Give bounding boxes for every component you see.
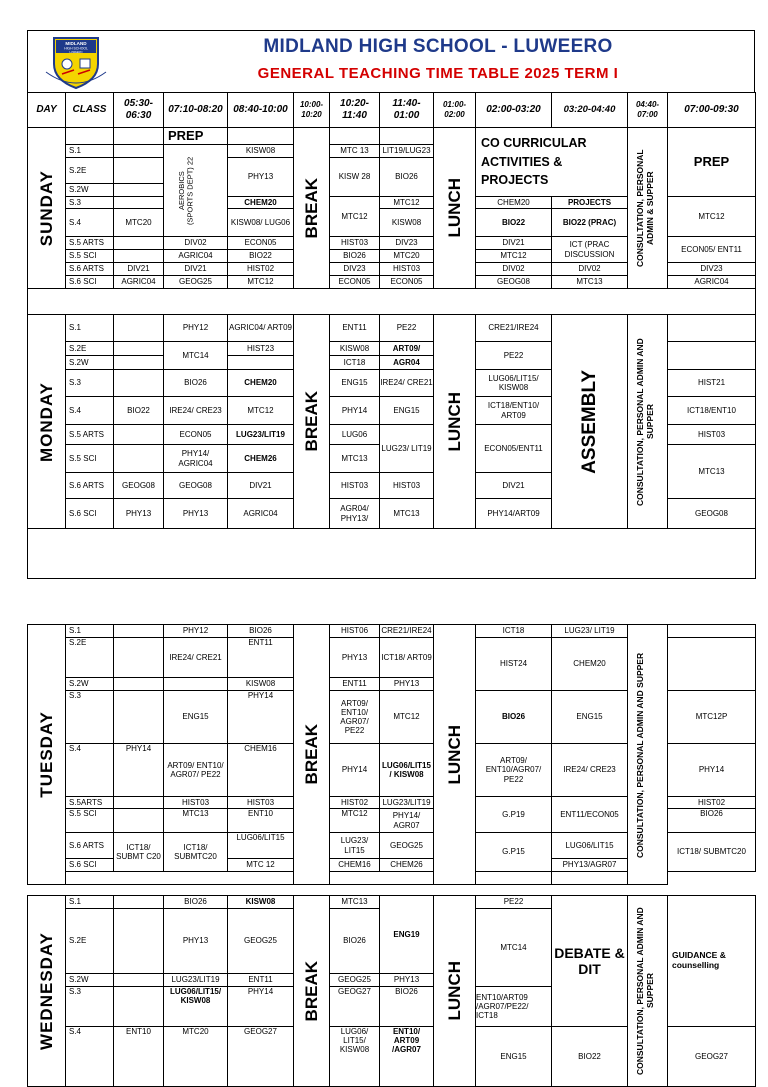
assembly-label: ASSEMBLY — [552, 315, 628, 529]
row-mon-s2e: S.2E MTC14 HIST23 KISW08 ART09/ PE22 — [28, 342, 756, 356]
timetable-subtitle: GENERAL TEACHING TIME TABLE 2025 TERM I — [257, 65, 619, 82]
timetable-wednesday — [27, 895, 756, 1087]
timetable-top — [27, 92, 756, 579]
col-period-3: 08:40-10:00 — [228, 93, 294, 128]
break-wednesday: BREAK — [294, 896, 330, 1087]
col-period-6: 02:00-03:20 — [476, 93, 552, 128]
row-sun-s1: S.1 AEROBICS (SPORTS DEPT) 22 KISW08 MTC 13 LIT19/LUG23 — [28, 145, 756, 158]
row-tue-s2e: S.2E IRE24/ CRE21 ENT11 PHY13 ICT18/ ART09 HIST24 CHEM20 — [28, 638, 756, 678]
row-sun-s2w: S.2W — [28, 184, 756, 197]
day-monday: MONDAY — [28, 315, 66, 529]
row-mon-s1: MONDAY S.1 PHY12 AGRIC04/ ART09 BREAK ENT11 PE22 LUNCH CRE21/IRE24 ASSEMBLY CONSULTATION, PERSONAL ADMIN AND SUPPER — [28, 315, 756, 342]
guidance-label: GUIDANCE & counselling — [668, 896, 756, 1027]
column-header-row — [28, 93, 756, 128]
row-tue-s5arts: S.5ARTS HIST03 HIST03 HIST02 LUG23/LIT19 G.P19 ENT11/ECON05 HIST02 — [28, 797, 756, 809]
row-mon-s4: S.4 BIO22 IRE24/ CRE23 MTC12 PHY14 ENG15 ICT18/ENT10/ ART09 ICT18/ENT10 — [28, 397, 756, 425]
col-supper: 04:40-07:00 — [628, 93, 668, 128]
lunch-sunday: LUNCH — [434, 128, 476, 289]
debate-label: DEBATE & DIT — [552, 896, 628, 1027]
row-sun-s6sci: S.6 SCI AGRIC04 GEOG25 MTC12 ECON05 ECON05 GEOG08 MTC13 AGRIC04 — [28, 276, 756, 289]
row-mon-s3: S.3 BIO26 CHEM20 ENG15 IRE24/ CRE21 LUG06/LIT15/ KISW08 HIST21 — [28, 370, 756, 397]
col-period-5: 11:40-01:00 — [380, 93, 434, 128]
col-period-7: 03:20-04:40 — [552, 93, 628, 128]
row-wed-s3: S.3 LUG06/LIT15/ KISW08 PHY14 GEOG27 BIO26 ENT10/ART09 /AGR07/PE22/ ICT18 — [28, 987, 756, 1027]
timetable-bottom — [27, 624, 756, 885]
day-tuesday: TUESDAY — [28, 625, 66, 885]
col-day: DAY — [28, 93, 66, 128]
col-lunch: 01:00-02:00 — [434, 93, 476, 128]
row-sun-s3: S.3 CHEM20 MTC12 MTC12 CHEM20 PROJECTS MTC12 — [28, 197, 756, 209]
row-mon-s6arts: S.6 ARTS GEOG08 GEOG08 DIV21 HIST03 HIST03 DIV21 — [28, 473, 756, 499]
svg-text:LUWEERO: LUWEERO — [69, 51, 83, 54]
col-class: CLASS — [66, 93, 114, 128]
prep-label: PREP — [164, 128, 228, 145]
consult-wednesday: CONSULTATION, PERSONAL ADMIN AND SUPPER — [628, 896, 668, 1087]
row-tue-s2w: S.2W KISW08 ENT11 PHY13 — [28, 678, 756, 691]
row-sun-s2e: S.2E PHY13 KISW 28 BIO26 — [28, 158, 756, 184]
row-mon-s6sci: S.6 SCI PHY13 PHY13 AGRIC04 AGR04/ PHY13/ MTC13 PHY14/ART09 GEOG08 — [28, 499, 756, 529]
day-wednesday: WEDNESDAY — [28, 896, 66, 1087]
row-tue-s1: TUESDAY S.1 PHY12 BIO26 BREAK HIST06 CRE21/IRE24 LUNCH ICT18 LUG23/ LIT19 CONSULTATION, PERSONAL ADMIN AND SUPPER — [28, 625, 756, 638]
svg-text:HIGH SCHOOL: HIGH SCHOOL — [64, 46, 88, 51]
timetable-header — [27, 30, 755, 92]
col-period-4: 10:20-11:40 — [330, 93, 380, 128]
co-curricular-label: CO CURRICULAR ACTIVITIES & PROJECTS — [476, 128, 628, 197]
col-period-1: 05:30-06:30 — [114, 93, 164, 128]
consult-tuesday: CONSULTATION, PERSONAL ADMIN AND SUPPER — [628, 625, 668, 885]
aerobics-cell: AEROBICS (SPORTS DEPT) 22 — [164, 145, 228, 237]
break-monday: BREAK — [294, 315, 330, 529]
lunch-monday: LUNCH — [434, 315, 476, 529]
consult-monday: CONSULTATION, PERSONAL ADMIN AND SUPPER — [628, 315, 668, 529]
row-mon-s5sci: S.5 SCI PHY14/ AGRIC04 CHEM26 MTC13 MTC13 — [28, 445, 756, 473]
lunch-tuesday: LUNCH — [434, 625, 476, 885]
row-sun-s6arts: S.6 ARTS DIV21 DIV21 HIST02 DIV23 HIST03 DIV02 DIV02 DIV23 — [28, 263, 756, 276]
row-tue-s3: S.3 ENG15 PHY14 ART09/ ENT10/ AGR07/ PE22 MTC12 BIO26 ENG15 MTC12P — [28, 691, 756, 744]
prep-evening: PREP — [668, 128, 756, 197]
col-period-8: 07:00-09:30 — [668, 93, 756, 128]
school-name: MIDLAND HIGH SCHOOL - LUWEERO — [263, 36, 613, 57]
school-logo — [40, 34, 112, 90]
consult-sunday: CONSULTATION, PERSONAL ADMIN & SUPPER — [628, 128, 668, 289]
row-mon-s5arts: S.5 ARTS ECON05 LUG23/LIT19 LUG06 LUG23/ LIT19 ECON05/ENT11 HIST03 — [28, 425, 756, 445]
day-sunday: SUNDAY — [28, 128, 66, 289]
row-sun-s5sci: S.5 SCI AGRIC04 BIO22 BIO26 MTC20 MTC12 — [28, 250, 756, 263]
row-tue-s4: S.4 PHY14 ART09/ ENT10/ AGR07/ PE22 CHEM16 PHY14 LUG06/LIT15 / KISW08 ART09/ ENT10/AGR07/ PE22 IRE24/ CRE23 PHY14 — [28, 744, 756, 797]
row-mon-s2w: S.2W ICT18 AGR04 — [28, 356, 756, 370]
row-wed-s4: S.4 ENT10 MTC20 GEOG27 LUG06/ LIT15/ KISW08 ENT10/ ART09 /AGR07 ENG15 BIO22 GEOG27 — [28, 1027, 756, 1087]
row-tue-s5sci: S.5 SCI MTC13 ENT10 MTC12 PHY14/ AGR07 BIO26 — [28, 809, 756, 833]
row-tue-s6sci: S.6 SCI MTC 12 CHEM16 CHEM26 PHY13/AGR07 — [28, 859, 756, 872]
row-wed-s2e: S.2E PHY13 GEOG25 BIO26 MTC14 — [28, 909, 756, 974]
spacer-row — [28, 289, 756, 315]
row-tue-s6arts: S.6 ARTS ICT18/ SUBMT C20 ICT18/ SUBMTC20 LUG06/LIT15 LUG23/ LIT15 GEOG25 G.P15 LUG06/LIT15 ICT18/ SUBMTC20 — [28, 833, 756, 859]
break-sunday: BREAK — [294, 128, 330, 289]
svg-text:MIDLAND: MIDLAND — [65, 41, 87, 46]
col-break: 10:00-10:20 — [294, 93, 330, 128]
row-sun-s5arts: S.5 ARTS DIV02 ECON05 HIST03 DIV23 DIV21 ICT (PRAC DISCUSSION ECON05/ ENT11 — [28, 237, 756, 250]
lunch-wednesday: LUNCH — [434, 896, 476, 1087]
row-wed-s1: WEDNESDAY S.1 BIO26 KISW08 BREAK MTC13 ENG19 LUNCH PE22 DEBATE & DIT CONSULTATION, PERSONAL ADMIN AND SUPPER GUIDANCE & counselling — [28, 896, 756, 909]
row-sun-s4: S.4 MTC20 KISW08/ LUG06 KISW08 BIO22 BIO22 (PRAC) — [28, 209, 756, 237]
row-wed-s2w: S.2W LUG23/LIT19 ENT11 GEOG25 PHY13 — [28, 974, 756, 987]
col-period-2: 07:10-08:20 — [164, 93, 228, 128]
break-tuesday: BREAK — [294, 625, 330, 885]
